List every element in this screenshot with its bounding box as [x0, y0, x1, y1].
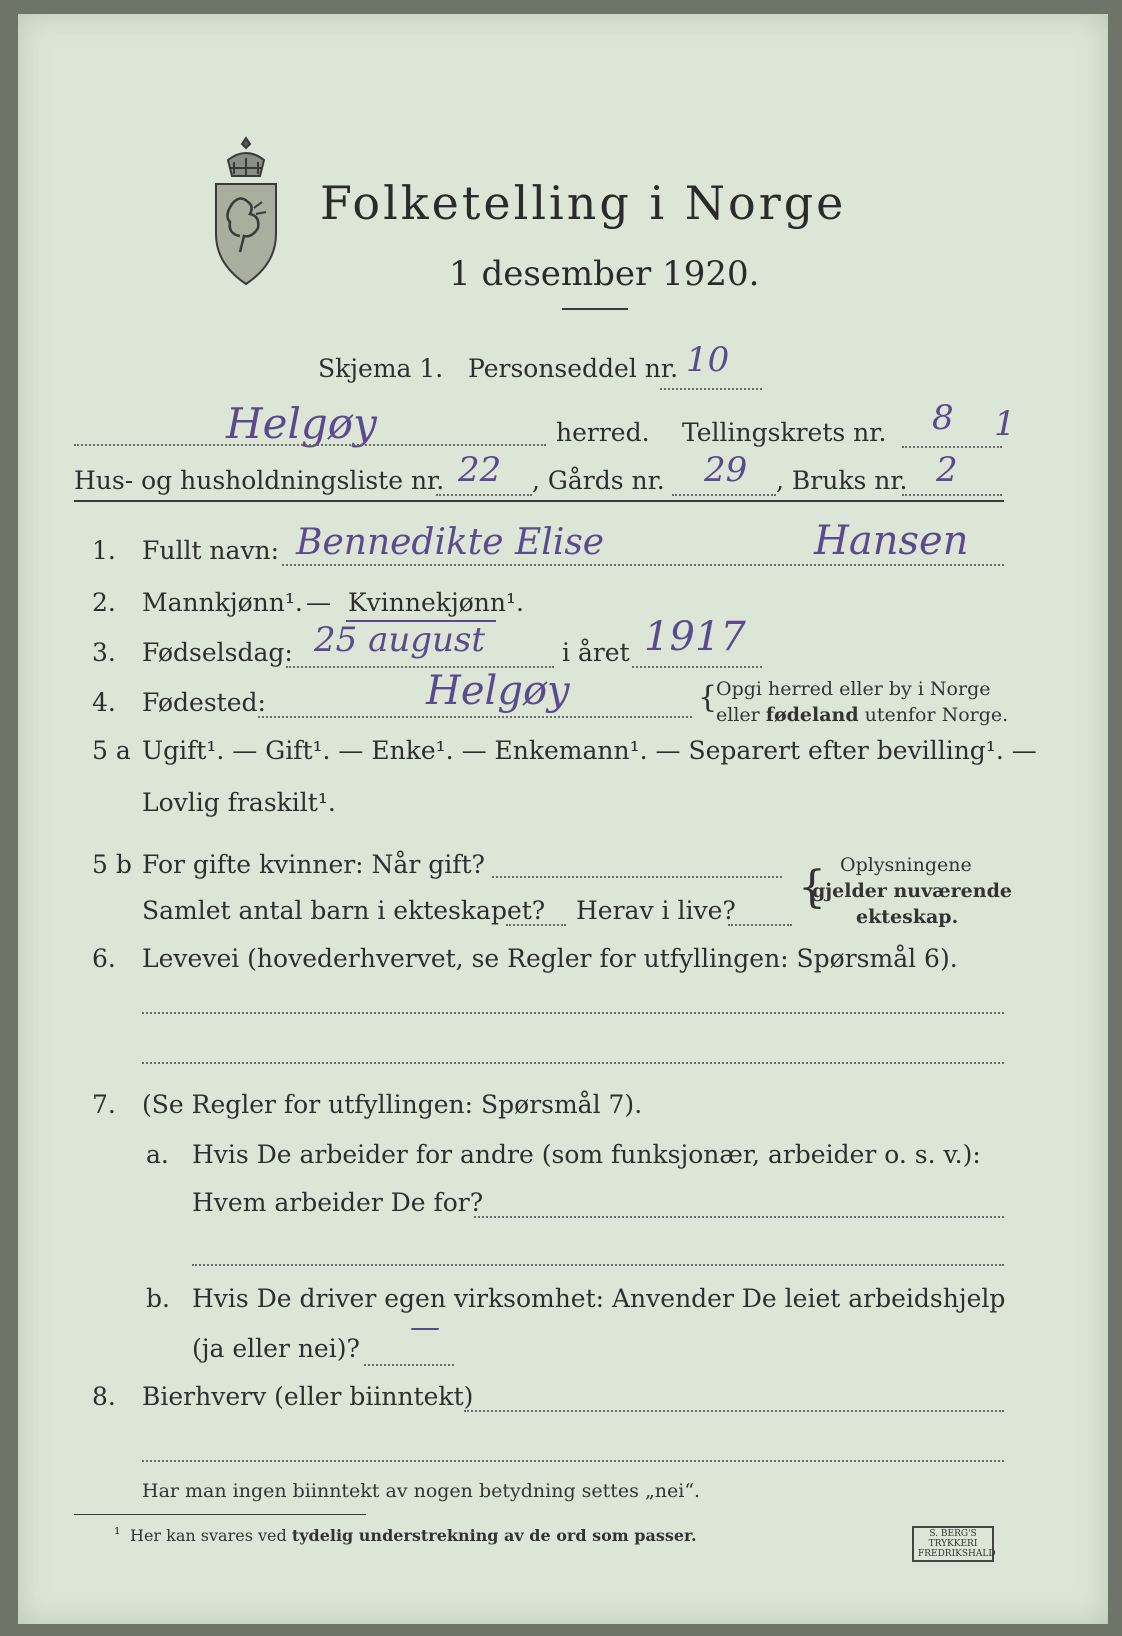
q7b-yesno-label: (ja eller nei)? [192, 1334, 360, 1363]
q7a-employer-line [474, 1216, 1004, 1218]
q6-label: Levevei (hovederhvervet, se Regler for utfyllingen: Spørsmål 6). [142, 944, 958, 973]
q5a-options-2[interactable]: Lovlig fraskilt¹. [142, 788, 336, 817]
q4-note-line2: eller fødeland utenfor Norge. [716, 704, 1009, 726]
tellingskrets-value[interactable]: 8 [932, 398, 954, 438]
q5b-note-1: Oplysningene [840, 854, 972, 876]
gards-line [672, 494, 776, 496]
q2-number: 2. [92, 588, 116, 617]
q5b-note-3: ekteskap. [856, 906, 959, 928]
husholdning-line [436, 494, 532, 496]
q7a-employer-line-2 [192, 1264, 1004, 1266]
personseddel-label: Personseddel nr. [468, 354, 679, 383]
q1-number: 1. [92, 536, 116, 565]
q6-line-1 [142, 1012, 1004, 1014]
q2-separator: — [306, 588, 331, 617]
census-date: 1 desember 1920. [449, 254, 760, 294]
q5b-note-2: gjelder nuværende [812, 880, 1012, 902]
q7b-text: Hvis De driver egen virksomhet: Anvender De leiet arbeidshjelp [192, 1284, 1006, 1313]
q8-number: 8. [92, 1382, 116, 1411]
herred-line [74, 444, 546, 446]
norway-coat-of-arms-icon [210, 134, 282, 294]
q4-brace: { [698, 680, 718, 715]
q6-line-2 [142, 1062, 1004, 1064]
q7b-yesno-line [364, 1364, 454, 1366]
personseddel-value[interactable]: 10 [686, 340, 730, 380]
husholdning-label: Hus- og husholdningsliste nr. [74, 466, 445, 495]
q5a-options[interactable]: Ugift¹. — Gift¹. — Enke¹. — Enkemann¹. — Separert efter bevilling¹. — [142, 736, 1037, 765]
q5b-brace: { [798, 862, 826, 913]
printer-stamp: S. BERG'S TRYKKERI FREDRIKSHALD [912, 1526, 994, 1562]
q1-first-names[interactable]: Bennedikte Elise [296, 522, 605, 563]
q6-number: 6. [92, 944, 116, 973]
q5a-number: 5 a [92, 736, 131, 765]
gards-label: , Gårds nr. [532, 466, 665, 495]
q3-year-line [632, 666, 762, 668]
q1-line [282, 564, 1004, 566]
q7-number: 7. [92, 1090, 116, 1119]
q5b-children-label: Samlet antal barn i ekteskapet? [142, 896, 546, 925]
footnote-text: Her kan svares ved tydelig understrekning av de ord som passer. [130, 1526, 697, 1545]
q3-year-value[interactable]: 1917 [644, 614, 746, 660]
q5b-alive-label: Herav i live? [576, 896, 736, 925]
q7a-text: Hvis De arbeider for andre (som funksjonær, arbeider o. s. v.): [192, 1140, 981, 1169]
bruks-line [902, 494, 1002, 496]
title-divider [562, 308, 628, 310]
footnote-rule [74, 1514, 366, 1515]
q5b-when-line [492, 876, 782, 878]
q4-number: 4. [92, 688, 116, 717]
q3-number: 3. [92, 638, 116, 667]
q5b-label: For gifte kvinner: Når gift? [142, 850, 485, 879]
form-title: Folketelling i Norge [320, 176, 847, 230]
q3-birthday[interactable]: 25 august [314, 620, 486, 660]
q2-male[interactable]: Mannkjønn¹. [142, 588, 303, 617]
q3-label: Fødselsdag: [142, 638, 293, 667]
herred-label: herred. [556, 418, 650, 447]
q7a-letter: a. [146, 1140, 169, 1169]
tellingskrets-line [902, 446, 1002, 448]
q7a-employer-label: Hvem arbeider De for? [192, 1188, 484, 1217]
q7b-value[interactable]: — [410, 1310, 440, 1345]
q3-year-label: i året [562, 638, 630, 667]
q1-label: Fullt navn: [142, 536, 280, 565]
q8-line-1 [464, 1410, 1004, 1412]
q8-note: Har man ingen biinntekt av nogen betydning settes „nei“. [142, 1480, 701, 1502]
q7b-letter: b. [146, 1284, 170, 1313]
q7-label: (Se Regler for utfyllingen: Spørsmål 7). [142, 1090, 643, 1119]
q4-birthplace[interactable]: Helgøy [426, 668, 570, 714]
bruks-label: , Bruks nr. [776, 466, 908, 495]
footnote-mark: ¹ [114, 1524, 121, 1543]
header-rule [74, 500, 1004, 502]
gards-value[interactable]: 29 [704, 450, 748, 490]
q4-label: Fødested: [142, 688, 266, 717]
herred-value[interactable]: Helgøy [226, 399, 377, 448]
q5b-children-line [506, 924, 566, 926]
bruks-value[interactable]: 2 [936, 450, 958, 490]
q4-note-line1: Opgi herred eller by i Norge [716, 678, 991, 700]
q5b-alive-line [728, 924, 792, 926]
q8-line-2 [142, 1460, 1004, 1462]
q4-line [258, 716, 692, 718]
tellingskrets-extra[interactable]: 1 [994, 404, 1016, 444]
q1-surname[interactable]: Hansen [814, 518, 969, 564]
census-form [18, 14, 1108, 1624]
skjema-label: Skjema 1. [318, 354, 444, 383]
q8-label: Bierhverv (eller biinntekt) [142, 1382, 474, 1411]
q2-female[interactable]: Kvinnekjønn¹. [348, 588, 524, 617]
tellingskrets-label: Tellingskrets nr. [682, 418, 887, 447]
husholdning-value[interactable]: 22 [458, 450, 502, 490]
q5b-number: 5 b [92, 850, 132, 879]
personseddel-line [660, 388, 762, 390]
